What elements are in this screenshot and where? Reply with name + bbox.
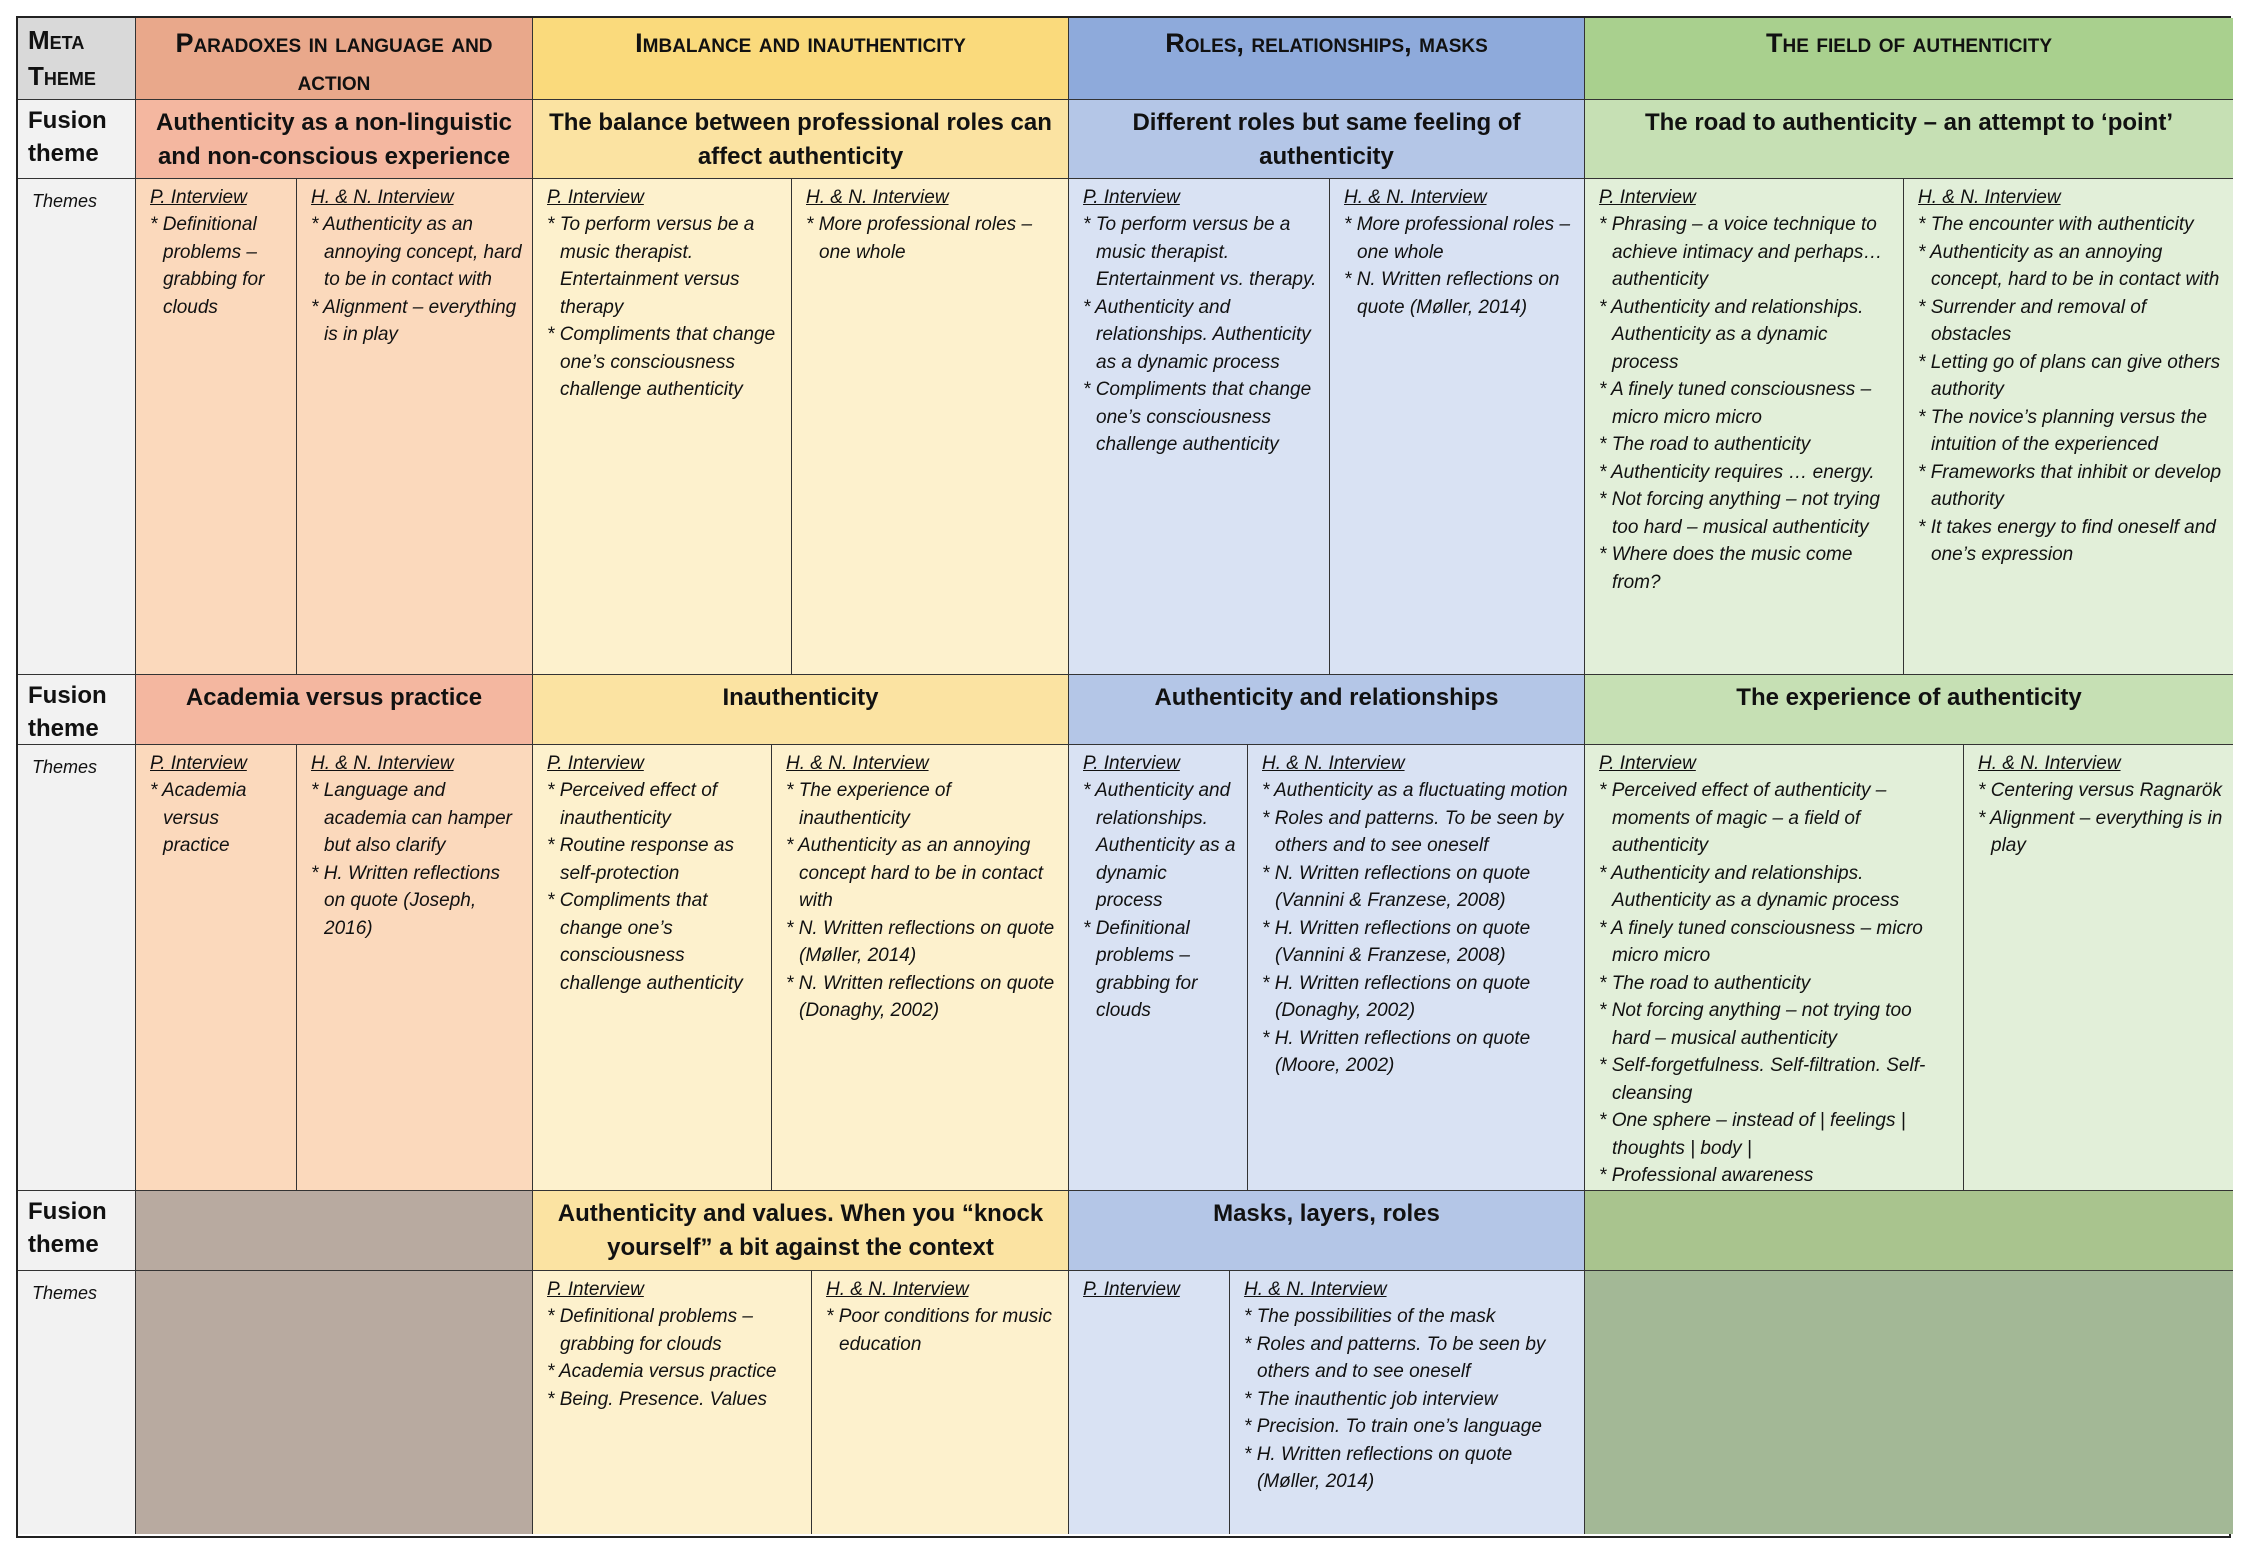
theme-item: * Compliments that change one’s consciousness challenge authenticity xyxy=(547,887,761,997)
theme-list xyxy=(150,777,286,860)
theme-item: * H. Written reflections on quote (Joseph, 2016) xyxy=(311,860,522,943)
themes-cell xyxy=(1585,745,2233,1191)
themes-label: Themes xyxy=(18,1271,136,1534)
p-interview-column xyxy=(1069,179,1329,674)
themes-cell xyxy=(1069,745,1585,1191)
column-heading: H. & N. Interview xyxy=(1978,753,2121,774)
theme-item: * One sphere – instead of | feelings | thoughts | body | xyxy=(1599,1107,1953,1162)
column-heading: H. & N. Interview xyxy=(1344,187,1487,208)
fusion-theme-3-2: Authenticity and values. When you “knock yourself” a bit against the context xyxy=(533,1191,1069,1271)
theme-item: * Authenticity and relationships. Authenticity as a dynamic process xyxy=(1083,777,1237,915)
fusion-theme-1-4: The road to authenticity – an attempt to ‘point’ xyxy=(1585,100,2233,179)
theme-item: * The novice’s planning versus the intuition of the experienced xyxy=(1918,404,2223,459)
themes-cell xyxy=(1069,1271,1585,1534)
theme-item: * Roles and patterns. To be seen by others and to see oneself xyxy=(1244,1331,1574,1386)
column-heading: H. & N. Interview xyxy=(1244,1279,1387,1300)
column-heading: P. Interview xyxy=(547,1279,644,1300)
hn-interview-column xyxy=(1229,1271,1584,1534)
column-heading: H. & N. Interview xyxy=(826,1279,969,1300)
theme-item: * Compliments that change one’s consciousness challenge authenticity xyxy=(547,321,781,404)
theme-list xyxy=(547,211,781,404)
themes-label: Themes xyxy=(18,179,136,675)
theme-list xyxy=(786,777,1058,1025)
hn-interview-column xyxy=(1963,745,2233,1190)
theme-list xyxy=(1344,211,1574,321)
theme-list xyxy=(1978,777,2223,860)
theme-item: * Poor conditions for music education xyxy=(826,1303,1058,1358)
theme-item: * It takes energy to find oneself and one’s expression xyxy=(1918,514,2223,569)
theme-item: * The possibilities of the mask xyxy=(1244,1303,1574,1331)
hn-interview-column xyxy=(791,179,1068,674)
theme-item: * The encounter with authenticity xyxy=(1918,211,2223,239)
p-interview-column xyxy=(1069,745,1247,1190)
themes-cell xyxy=(1069,179,1585,675)
theme-item: * Academia versus practice xyxy=(547,1358,801,1386)
hn-interview-column xyxy=(1903,179,2233,674)
meta-theme-4: The field of authenticity xyxy=(1585,18,2233,100)
theme-item: * Definitional problems – grabbing for clouds xyxy=(1083,915,1237,1025)
column-heading: P. Interview xyxy=(150,753,247,774)
themes-cell xyxy=(136,745,533,1191)
theme-item: * A finely tuned consciousness – micro micro micro xyxy=(1599,376,1893,431)
theme-item: * Authenticity as a fluctuating motion xyxy=(1262,777,1574,805)
theme-list xyxy=(547,777,761,997)
themes-cell xyxy=(1585,179,2233,675)
meta-theme-2: Imbalance and inauthenticity xyxy=(533,18,1069,100)
theme-item: * To perform versus be a music therapist. Entertainment vs. therapy. xyxy=(1083,211,1319,294)
theme-item: * N. Written reflections on quote (Donaghy, 2002) xyxy=(786,970,1058,1025)
hn-interview-column xyxy=(1247,745,1584,1190)
theme-item: * Definitional problems – grabbing for clouds xyxy=(547,1303,801,1358)
theme-list xyxy=(1599,777,1953,1190)
theme-item: * Precision. To train one’s language xyxy=(1244,1413,1574,1441)
theme-item: * The road to authenticity xyxy=(1599,431,1893,459)
empty-themes-cell xyxy=(1585,1271,2233,1534)
column-heading: H. & N. Interview xyxy=(1262,753,1405,774)
p-interview-column xyxy=(533,745,771,1190)
fusion-theme-label: Fusion theme xyxy=(18,675,136,745)
fusion-theme-2-4: The experience of authenticity xyxy=(1585,675,2233,745)
theme-item: * Being. Presence. Values xyxy=(547,1386,801,1414)
p-interview-column xyxy=(533,1271,811,1534)
themes-cell xyxy=(136,179,533,675)
theme-list xyxy=(311,777,522,942)
theme-item: * Academia versus practice xyxy=(150,777,286,860)
themes-cell xyxy=(533,745,1069,1191)
fusion-theme-3-3: Masks, layers, roles xyxy=(1069,1191,1585,1271)
theme-list xyxy=(1244,1303,1574,1496)
column-heading: H. & N. Interview xyxy=(1918,187,2061,208)
fusion-theme-1-1: Authenticity as a non-linguistic and non-conscious experience xyxy=(136,100,533,179)
column-heading: H. & N. Interview xyxy=(311,187,454,208)
empty-fusion-cell xyxy=(136,1191,533,1271)
meta-theme-label: Meta Theme xyxy=(18,18,136,100)
theme-item: * More professional roles – one whole xyxy=(806,211,1058,266)
theme-item: * H. Written reflections on quote (Donaghy, 2002) xyxy=(1262,970,1574,1025)
column-heading: P. Interview xyxy=(1083,753,1180,774)
theme-item: * Authenticity as an annoying concept, hard to be in contact with xyxy=(311,211,522,294)
hn-interview-column xyxy=(1329,179,1584,674)
column-heading: H. & N. Interview xyxy=(311,753,454,774)
empty-themes-cell xyxy=(136,1271,533,1534)
theme-item: * H. Written reflections on quote (Moore, 2002) xyxy=(1262,1025,1574,1080)
theme-list xyxy=(1262,777,1574,1080)
theme-item: * Authenticity requires … energy. xyxy=(1599,459,1893,487)
theme-item: * Compliments that change one’s consciousness challenge authenticity xyxy=(1083,376,1319,459)
theme-item: * Authenticity and relationships. Authenticity as a dynamic process xyxy=(1599,294,1893,377)
hn-interview-column xyxy=(771,745,1068,1190)
p-interview-column xyxy=(136,745,296,1190)
theme-item: * The road to authenticity xyxy=(1599,970,1953,998)
theme-item: * Authenticity and relationships. Authenticity as a dynamic process xyxy=(1083,294,1319,377)
themes-cell xyxy=(533,179,1069,675)
fusion-theme-1-3: Different roles but same feeling of authenticity xyxy=(1069,100,1585,179)
p-interview-column xyxy=(533,179,791,674)
fusion-theme-2-2: Inauthenticity xyxy=(533,675,1069,745)
theme-item: * The experience of inauthenticity xyxy=(786,777,1058,832)
theme-item: * N. Written reflections on quote (Møller, 2014) xyxy=(1344,266,1574,321)
p-interview-column xyxy=(1585,745,1963,1190)
theme-item: * Phrasing – a voice technique to achieve intimacy and perhaps… authenticity xyxy=(1599,211,1893,294)
theme-item: * Not forcing anything – not trying too hard – musical authenticity xyxy=(1599,997,1953,1052)
theme-item: * Frameworks that inhibit or develop authority xyxy=(1918,459,2223,514)
theme-item: * Authenticity and relationships. Authenticity as a dynamic process xyxy=(1599,860,1953,915)
theme-item: * Not forcing anything – not trying too hard – musical authenticity xyxy=(1599,486,1893,541)
theme-item: * More professional roles – one whole xyxy=(1344,211,1574,266)
theme-list xyxy=(1083,777,1237,1025)
theme-list xyxy=(150,211,286,321)
themes-cell xyxy=(533,1271,1069,1534)
meta-theme-1: Paradoxes in language and action xyxy=(136,18,533,100)
theme-list xyxy=(1599,211,1893,596)
fusion-theme-2-1: Academia versus practice xyxy=(136,675,533,745)
theme-item: * Professional awareness xyxy=(1599,1162,1953,1190)
empty-fusion-cell xyxy=(1585,1191,2233,1271)
theme-item: * Authenticity as an annoying concept, hard to be in contact with xyxy=(1918,239,2223,294)
column-heading: P. Interview xyxy=(547,187,644,208)
theme-item: * Alignment – everything is in play xyxy=(311,294,522,349)
column-heading: H. & N. Interview xyxy=(806,187,949,208)
theme-list xyxy=(826,1303,1058,1358)
theme-item: * Definitional problems – grabbing for clouds xyxy=(150,211,286,321)
theme-item: * H. Written reflections on quote (Vannini & Franzese, 2008) xyxy=(1262,915,1574,970)
themes-label: Themes xyxy=(18,745,136,1191)
theme-item: * A finely tuned consciousness – micro micro micro xyxy=(1599,915,1953,970)
column-heading: P. Interview xyxy=(1599,753,1696,774)
column-heading: H. & N. Interview xyxy=(786,753,929,774)
fusion-theme-1-2: The balance between professional roles can affect authenticity xyxy=(533,100,1069,179)
theme-item: * Letting go of plans can give others authority xyxy=(1918,349,2223,404)
theme-item: * To perform versus be a music therapist. Entertainment versus therapy xyxy=(547,211,781,321)
column-heading: P. Interview xyxy=(1083,1279,1180,1300)
theme-item: * H. Written reflections on quote (Møller, 2014) xyxy=(1244,1441,1574,1496)
theme-list xyxy=(547,1303,801,1413)
theme-item: * Centering versus Ragnarök xyxy=(1978,777,2223,805)
theme-item: * Perceived effect of authenticity – moments of magic – a field of authenticity xyxy=(1599,777,1953,860)
column-heading: P. Interview xyxy=(1083,187,1180,208)
theme-item: * Perceived effect of inauthenticity xyxy=(547,777,761,832)
hn-interview-column xyxy=(296,179,532,674)
hn-interview-column xyxy=(296,745,532,1190)
column-heading: P. Interview xyxy=(1599,187,1696,208)
column-heading: P. Interview xyxy=(150,187,247,208)
themes-table xyxy=(16,16,2231,1538)
p-interview-column xyxy=(1585,179,1903,674)
theme-item: * Roles and patterns. To be seen by others and to see oneself xyxy=(1262,805,1574,860)
theme-list xyxy=(311,211,522,349)
theme-list xyxy=(1083,211,1319,459)
theme-list xyxy=(806,211,1058,266)
hn-interview-column xyxy=(811,1271,1068,1534)
theme-item: * Surrender and removal of obstacles xyxy=(1918,294,2223,349)
theme-item: * N. Written reflections on quote (Møller, 2014) xyxy=(786,915,1058,970)
theme-item: * Self-forgetfulness. Self-filtration. Self-cleansing xyxy=(1599,1052,1953,1107)
fusion-theme-label: Fusion theme xyxy=(18,100,136,179)
theme-item: * Language and academia can hamper but also clarify xyxy=(311,777,522,860)
theme-item: * N. Written reflections on quote (Vannini & Franzese, 2008) xyxy=(1262,860,1574,915)
fusion-theme-2-3: Authenticity and relationships xyxy=(1069,675,1585,745)
theme-item: * Authenticity as an annoying concept hard to be in contact with xyxy=(786,832,1058,915)
meta-theme-3: Roles, relationships, masks xyxy=(1069,18,1585,100)
theme-list xyxy=(1918,211,2223,569)
p-interview-column xyxy=(136,179,296,674)
p-interview-column xyxy=(1069,1271,1229,1534)
theme-item: * Alignment – everything is in play xyxy=(1978,805,2223,860)
theme-item: * Routine response as self-protection xyxy=(547,832,761,887)
theme-item: * The inauthentic job interview xyxy=(1244,1386,1574,1414)
fusion-theme-label: Fusion theme xyxy=(18,1191,136,1271)
theme-item: * Where does the music come from? xyxy=(1599,541,1893,596)
column-heading: P. Interview xyxy=(547,753,644,774)
